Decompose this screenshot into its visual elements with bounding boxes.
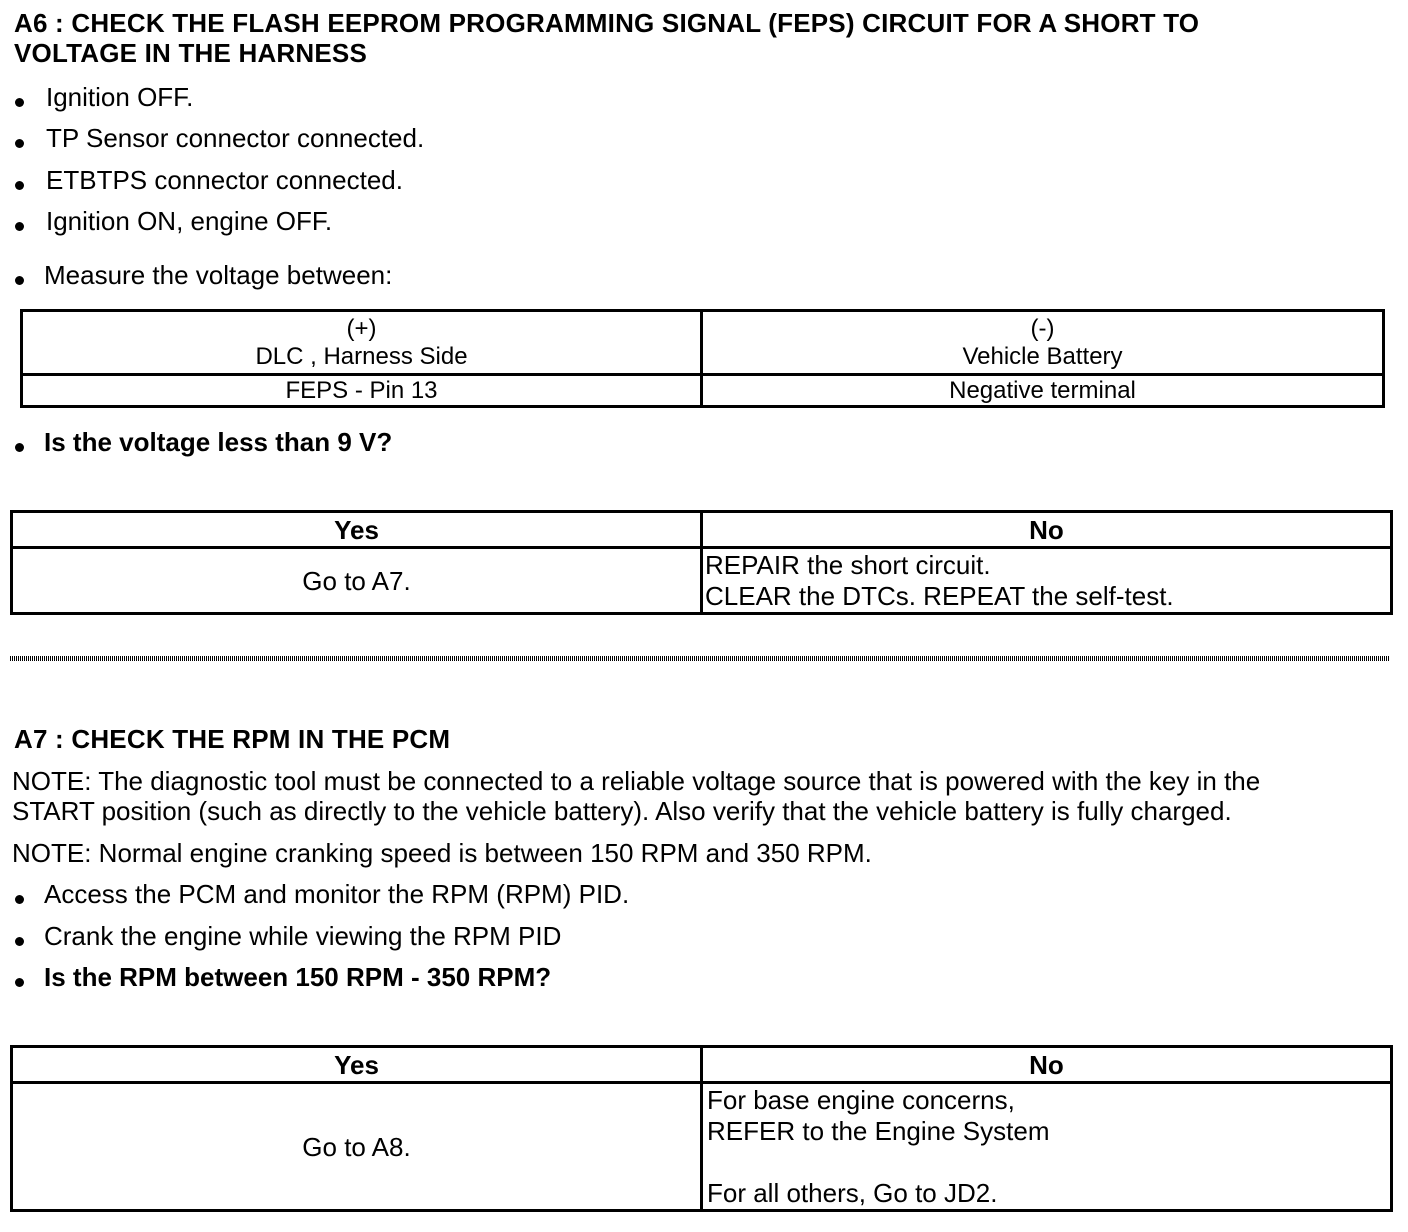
a6-step-4: Ignition ON, engine OFF. xyxy=(46,206,333,236)
bullet-icon xyxy=(15,276,24,285)
a6-yes-action: Go to A7. xyxy=(12,548,702,614)
a7-yes-header: Yes xyxy=(12,1047,702,1083)
a7-question: Is the RPM between 150 RPM - 350 RPM? xyxy=(44,962,552,992)
measure-negative-value: Negative terminal xyxy=(702,375,1384,407)
bullet-icon xyxy=(15,181,24,190)
a6-step-1: Ignition OFF. xyxy=(46,82,194,112)
a6-step-3: ETBTPS connector connected. xyxy=(46,165,403,195)
a6-step-5: Measure the voltage between: xyxy=(44,260,393,290)
bullet-icon xyxy=(15,139,24,148)
a6-no-header: No xyxy=(702,512,1392,548)
bullet-icon xyxy=(15,443,24,452)
bullet-icon xyxy=(15,222,24,231)
a7-yes-action: Go to A8. xyxy=(12,1083,702,1211)
measure-negative-header xyxy=(702,311,1384,375)
a6-result-table xyxy=(10,510,1393,615)
section-divider xyxy=(10,656,1390,661)
negative-label: Vehicle Battery xyxy=(962,342,1123,370)
a6-yes-header: Yes xyxy=(12,512,702,548)
a7-no-action-line1: For base engine concerns, xyxy=(707,1084,1015,1115)
a6-question: Is the voltage less than 9 V? xyxy=(44,427,393,457)
positive-label: DLC , Harness Side xyxy=(255,342,468,370)
measure-table xyxy=(20,309,1385,408)
a7-no-header: No xyxy=(702,1047,1392,1083)
a7-title: A7 : CHECK THE RPM IN THE PCM xyxy=(14,724,451,754)
a7-note1-line2: START position (such as directly to the vehicle battery). Also verify that the vehicle battery is fully charged. xyxy=(12,796,1232,826)
a6-no-action-line1: REPAIR the short circuit. xyxy=(705,549,991,580)
a7-step-1: Access the PCM and monitor the RPM (RPM) PID. xyxy=(44,879,630,909)
a6-step-2: TP Sensor connector connected. xyxy=(46,123,425,153)
a7-no-action-line3: For all others, Go to JD2. xyxy=(707,1177,998,1208)
a6-no-action-line2: CLEAR the DTCs. REPEAT the self-test. xyxy=(705,580,1174,611)
a7-note2: NOTE: Normal engine cranking speed is between 150 RPM and 350 RPM. xyxy=(12,838,872,868)
a7-step-2: Crank the engine while viewing the RPM PID xyxy=(44,921,562,951)
negative-symbol: (-) xyxy=(1030,314,1055,342)
a7-no-action xyxy=(702,1083,1392,1211)
a6-no-action xyxy=(702,548,1392,614)
measure-positive-value: FEPS - Pin 13 xyxy=(22,375,702,407)
a6-title-line1: A6 : CHECK THE FLASH EEPROM PROGRAMMING SIGNAL (FEPS) CIRCUIT FOR A SHORT TO xyxy=(14,8,1200,38)
a7-no-action-line2: REFER to the Engine System xyxy=(707,1115,1050,1146)
a7-note1-line1: NOTE: The diagnostic tool must be connected to a reliable voltage source that is powered with the key in the xyxy=(12,766,1261,796)
positive-symbol: (+) xyxy=(346,314,377,342)
measure-positive-header xyxy=(22,311,702,375)
bullet-icon xyxy=(15,978,24,987)
a6-title-line2: VOLTAGE IN THE HARNESS xyxy=(14,38,368,68)
bullet-icon xyxy=(15,98,24,107)
bullet-icon xyxy=(15,937,24,946)
bullet-icon xyxy=(15,895,24,904)
a7-result-table xyxy=(10,1045,1393,1212)
a7-no-action-spacer xyxy=(707,1147,1390,1178)
